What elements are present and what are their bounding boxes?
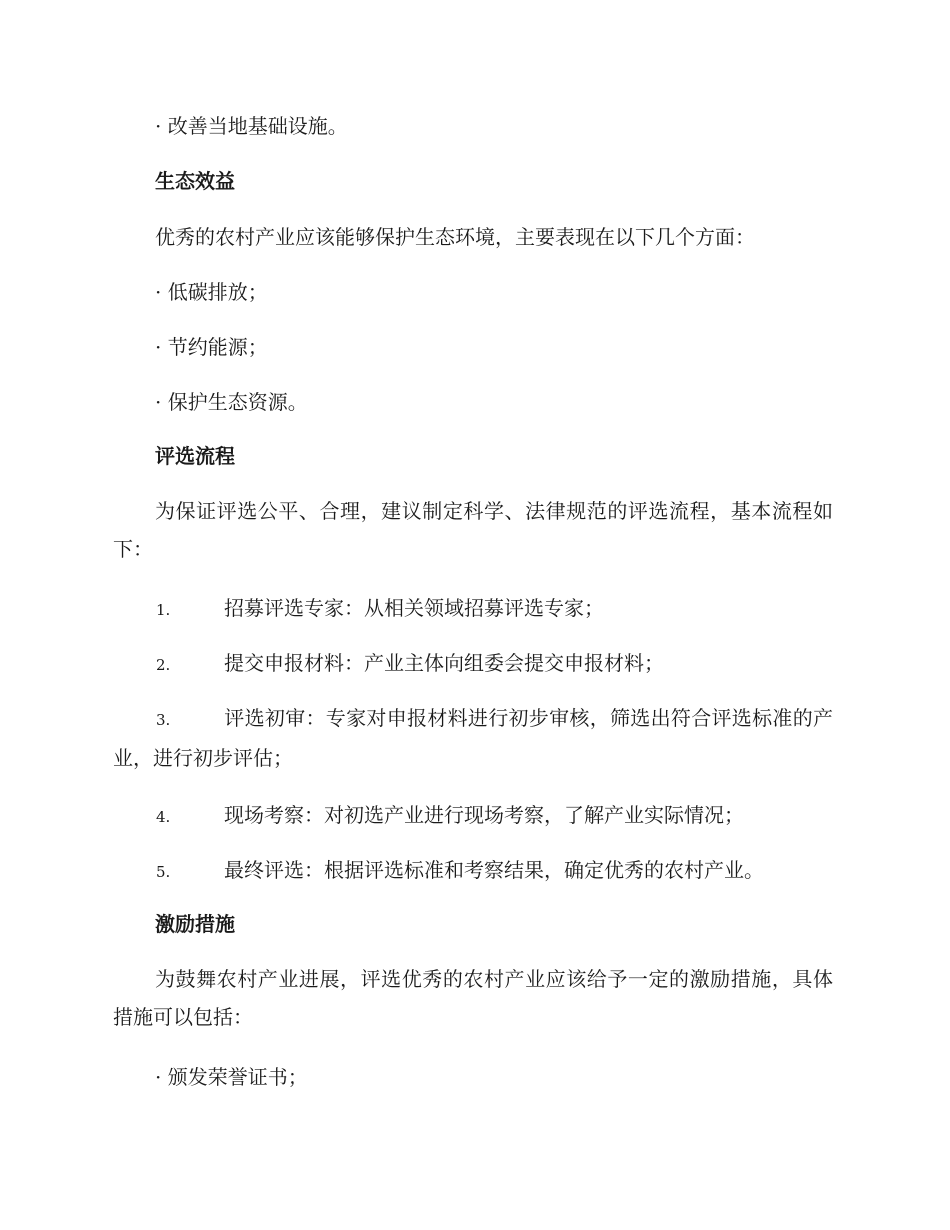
paragraph-ecology: 优秀的农村产业应该能够保护生态环境，主要表现在以下几个方面： (155, 225, 755, 249)
step-text: 评选初审：专家对申报材料进行初步审核，筛选出符合评选标准的产业，进行初步评估； (113, 706, 833, 770)
step-item-2 (113, 644, 833, 684)
section-heading-incentives: 激励措施 (155, 912, 235, 936)
bullet-item-infrastructure: · 改善当地基础设施。 (155, 114, 348, 138)
step-text: 招募评选专家：从相关领域招募评选专家； (224, 596, 604, 620)
step-text: 最终评选：根据评选标准和考察结果，确定优秀的农村产业。 (224, 858, 764, 882)
bullet-item-low-carbon: · 低碳排放； (155, 280, 268, 304)
paragraph-incentives: 为鼓舞农村产业进展，评选优秀的农村产业应该给予一定的激励措施，具体措施可以包括： (113, 967, 833, 1029)
step-text: 提交申报材料：产业主体向组委会提交申报材料； (224, 651, 664, 675)
section-heading-selection-process: 评选流程 (155, 444, 235, 468)
bullet-item-save-energy: · 节约能源； (155, 335, 268, 359)
step-number: 1. (156, 601, 171, 619)
step-item-5 (113, 851, 833, 891)
step-text: 现场考察：对初选产业进行现场考察，了解产业实际情况； (224, 803, 744, 827)
step-number: 2. (156, 656, 171, 674)
paragraph-selection-process: 为保证评选公平、合理，建议制定科学、法律规范的评选流程，基本流程如下： (113, 499, 833, 561)
step-number: 5. (156, 863, 171, 881)
step-item-1 (113, 589, 833, 629)
bullet-item-protect-resources: · 保护生态资源。 (155, 390, 308, 414)
step-number: 4. (156, 808, 171, 826)
step-item-3 (113, 699, 833, 777)
step-item-4 (113, 796, 833, 836)
step-number: 3. (156, 711, 171, 729)
section-heading-ecology: 生态效益 (155, 169, 235, 193)
bullet-item-honor-certificate: · 颁发荣誉证书； (155, 1065, 308, 1089)
